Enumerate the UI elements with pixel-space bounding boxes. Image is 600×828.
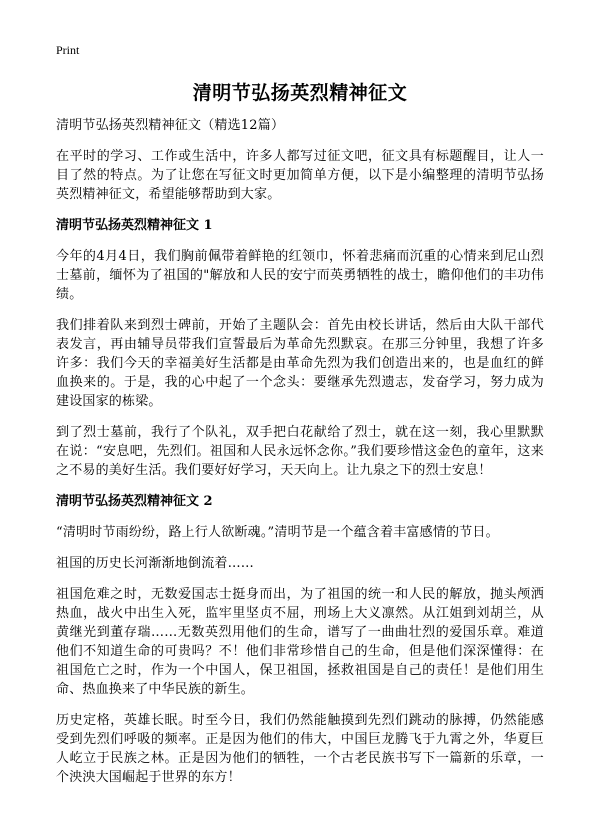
- intro-paragraph: 在平时的学习、工作或生活中，许多人都写过征文吧，征文具有标题醒目，让人一目了然的特点。为了让您在写征文时更加简单方便，以下是小编整理的清明节弘扬英烈精神征文，希望能够帮助到大家。: [56, 149, 544, 202]
- print-label: Print: [56, 43, 80, 57]
- section-2-paragraph-2: 祖国的历史长河渐渐地倒流着……: [56, 556, 255, 571]
- document-title: 清明节弘扬英烈精神征文: [192, 82, 408, 104]
- section-2-paragraph-1: “清明时节雨纷纷，路上行人欲断魂。”清明节是一个蕴含着丰富感情的节日。: [56, 525, 499, 540]
- document-subtitle: 清明节弘扬英烈精神征文（精选12篇）: [56, 118, 285, 133]
- section-2-paragraph-4: 历史定格，英雄长眠。时至今日，我们仍然能触摸到先烈们跳动的脉搏，仍然能感受到先烈们呼吸的频率。正是因为他们的伟大，中国巨龙腾飞于九霄之外，华夏巨人屹立于民族之林。正是因为他们的牺牲，一个古老民族书写下一篇新的乐章，一个泱泱大国崛起于世界的东方！: [56, 713, 544, 785]
- section-1-paragraph-3: 到了烈士墓前，我行了个队礼，双手把白花献给了烈士，就在这一刻，我心里默默在说：“安息吧，先烈们。祖国和人民永远怀念你。”我们要珍惜这金色的童年，这来之不易的美好生活。我们要好好学习，天天向上。让九泉之下的烈士安息！: [56, 425, 544, 478]
- section-1-paragraph-1: 今年的4月4日，我们胸前佩带着鲜艳的红领巾，怀着悲痛而沉重的心情来到尼山烈士墓前，缅怀为了祖国的"解放和人民的安宁而英勇牺牲的战士，瞻仰他们的丰功伟绩。: [56, 249, 544, 302]
- section-1-paragraph-2: 我们排着队来到烈士碑前，开始了主题队会：首先由校长讲话，然后由大队干部代表发言，再由辅导员带我们宣誓最后为革命先烈默哀。在那三分钟里，我想了许多许多：我们今天的幸福美好生活都是由革命先烈为我们创造出来的，也是血红的鲜血换来的。于是，我的心中起了一个念头：要继承先烈遗志，发奋学习，努力成为建设国家的栋梁。: [56, 318, 544, 409]
- section-heading-1: 清明节弘扬英烈精神征文 1: [56, 218, 213, 233]
- section-2-paragraph-3: 祖国危难之时，无数爱国志士挺身而出，为了祖国的统一和人民的解放，抛头颅洒热血，战火中出生入死，监牢里坚贞不屈，刑场上大义凛然。从江姐到刘胡兰，从黄继光到董存瑞……无数英烈用他们的生命，谱写了一曲曲壮烈的爱国乐章。难道他们不知道生命的可贵吗？不！他们非常珍惜自己的生命，但是他们深深懂得：在祖国危亡之时，作为一个中国人，保卫祖国，拯救祖国是自己的责任！是他们用生命、热血换来了中华民族的新生。: [56, 587, 544, 697]
- section-heading-2: 清明节弘扬英烈精神征文 2: [56, 494, 213, 509]
